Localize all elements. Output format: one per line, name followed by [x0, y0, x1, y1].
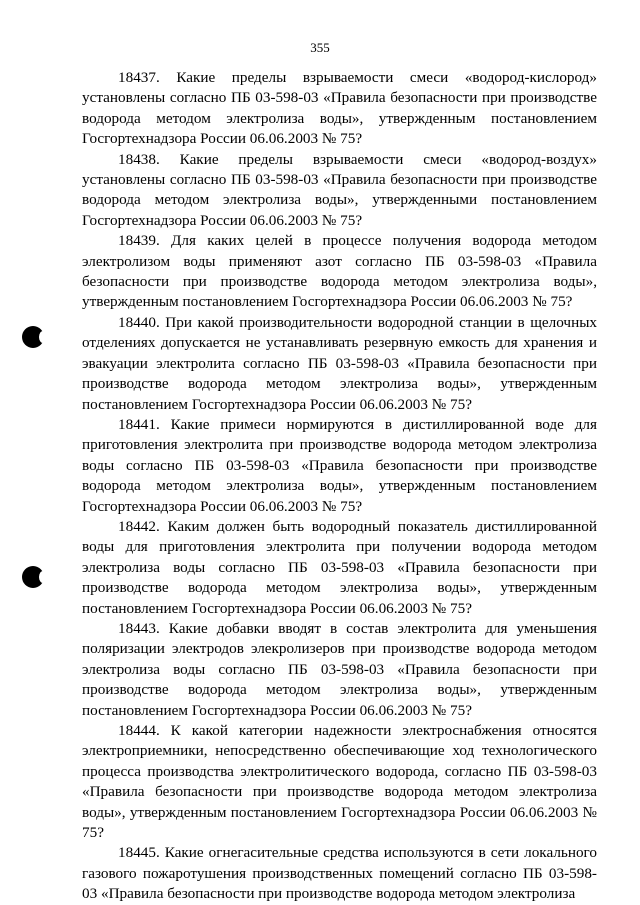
document-body — [82, 68, 597, 905]
question-18442: 18442. Каким должен быть водородный показатель дистиллированной воды для приготовления электролита при получении водорода методом электролиза воды согласно ПБ 03-598-03 «Правила безопасности при производстве водорода методом электролиза воды», утвержденным постановлением Госгортехнадзора России 06.06.2003 № 75? — [82, 517, 597, 617]
punch-hole-upper — [22, 326, 44, 348]
question-18438: 18438. Какие пределы взрываемости смеси «водород-воздух» установлены согласно ПБ 03-598-03 «Правила безопасности при производстве водорода методом электролиза воды», утвержденными постановлением Госгортехнадзора России 06.06.2003 № 75? — [82, 150, 597, 229]
question-18445: 18445. Какие огнегасительные средства используются в сети локального газового пожаротушения производственных помещений согласно ПБ 03-598-03 «Правила безопасности при производстве водорода методом электролиза — [82, 844, 597, 903]
question-18444: 18444. К какой категории надежности электроснабжения относятся электроприемники, непосредственно обеспечивающие ход технологического процесса производства электролитического водорода, согласно ПБ 03-598-03 «Правила безопасности при производстве водорода методом электролиза воды», утвержденным постановлением Госгортехнадзора России 06.06.2003 № 75? — [82, 722, 597, 842]
page-number: 355 — [310, 40, 330, 55]
question-18439: 18439. Для каких целей в процессе получения водорода методом электролизом воды применяют азот согласно ПБ 03-598-03 «Правила безопасности при производстве водорода методом электролиза воды», утвержденным постановлением Госгортехнадзора России 06.06.2003 № 75? — [82, 232, 597, 311]
question-18437: 18437. Какие пределы взрываемости смеси «водород-кислород» установлены согласно ПБ 03-598-03 «Правила безопасности при производстве водорода методом электролиза воды», утвержденным постановлением Госгортехнадзора России 06.06.2003 № 75? — [82, 69, 597, 148]
question-18443: 18443. Какие добавки вводят в состав электролита для уменьшения поляризации электродов элекролизеров при производстве водорода методом электролиза воды согласно ПБ 03-598-03 «Правила безопасности при производстве водорода методом электролиза воды», утвержденным постановлением Госгортехнадзора России 06.06.2003 № 75? — [82, 619, 597, 719]
question-18441: 18441. Какие примеси нормируются в дистиллированной воде для приготовления электролита при производстве водорода методом электролиза воды согласно ПБ 03-598-03 «Правила безопасности при производстве водорода методом электролиза воды», утвержденным постановлением Госгортехнадзора России 06.06.2003 № 75? — [82, 415, 597, 515]
punch-hole-lower — [22, 566, 44, 588]
question-18440: 18440. При какой производительности водородной станции в щелочных отделениях допускается не устанавливать резервную емкость для хранения и эвакуации электролита согласно ПБ 03-598-03 «Правила безопасности при производстве водорода методом электролиза воды», утвержденным постановлением Госгортехнадзора России 06.06.2003 № 75? — [82, 313, 597, 413]
